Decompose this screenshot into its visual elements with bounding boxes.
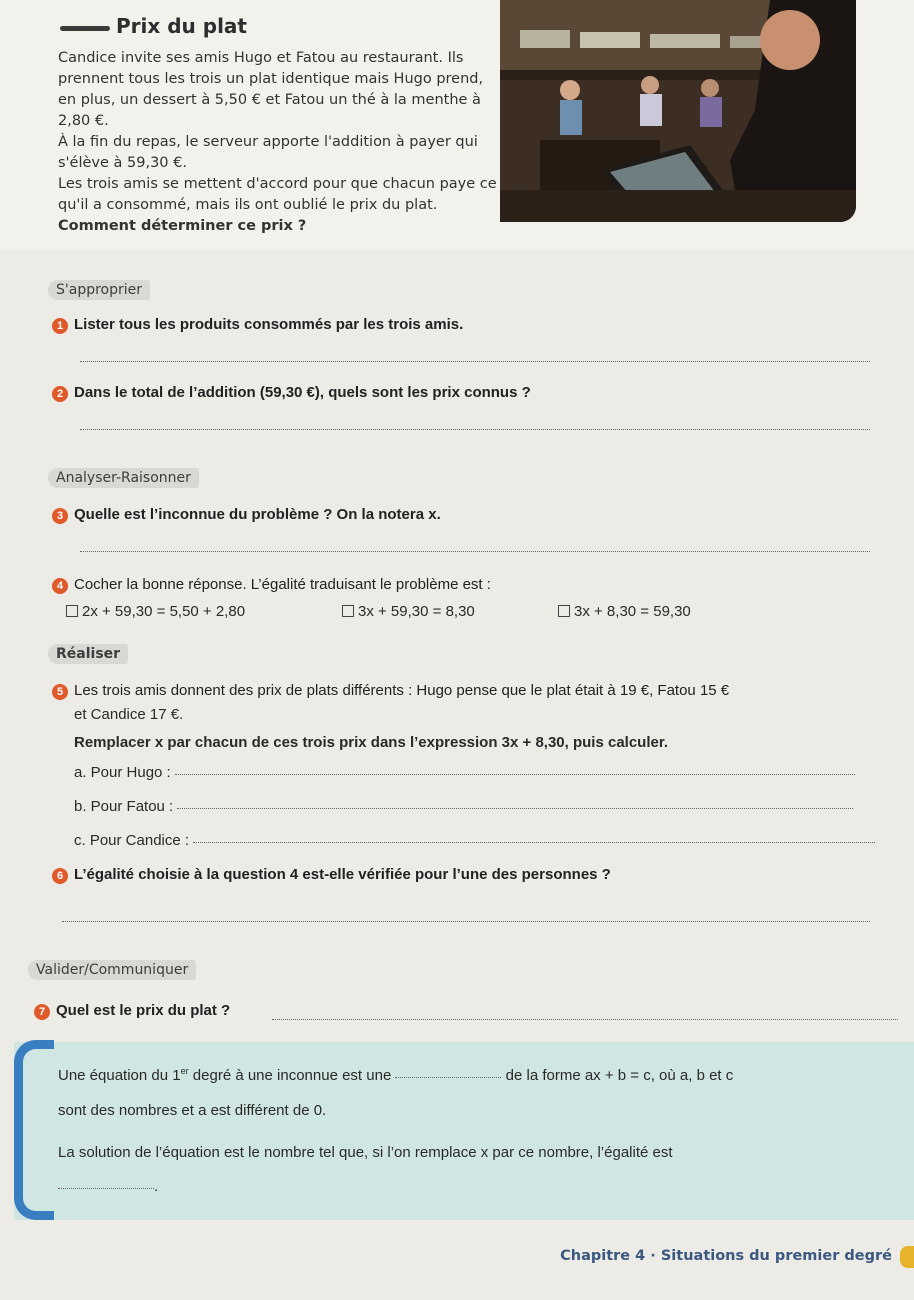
page-tab-marker (900, 1246, 914, 1268)
choice-2[interactable] (342, 603, 475, 620)
question-1-text: Lister tous les produits consommés par les trois amis. (74, 316, 464, 333)
answer-line-3[interactable] (80, 550, 870, 552)
intro-paragraph-1: Candice invite ses amis Hugo et Fatou au restaurant. Ils prennent tous les trois un plat identique mais Hugo prend, en plus, un dessert à 5,50 € et Fatou un thé à la menthe à 2,80 €. (58, 50, 484, 129)
question-2-text: Dans le total de l’addition (59,30 €), quels sont les prix connus ? (74, 384, 531, 401)
definition-blank-1[interactable] (395, 1076, 501, 1078)
definition-line-1 (58, 1066, 733, 1084)
question-5-text: Les trois amis donnent des prix de plats différents : Hugo pense que le plat était à 19 €, Fatou 15 € (74, 682, 730, 699)
question-4 (52, 576, 491, 594)
definition-line-1c: de la forme ax + b = c, où a, b et c (505, 1067, 734, 1084)
question-7-text: Quel est le prix du plat ? (56, 1002, 231, 1019)
answer-fatou-line[interactable] (177, 807, 853, 809)
restaurant-photo-image (500, 0, 856, 222)
section-tag-analyser-raisonner: Analyser-Raisonner (48, 468, 199, 488)
checkbox-1[interactable] (66, 605, 78, 617)
question-6 (52, 866, 611, 884)
answer-line-2[interactable] (80, 428, 870, 430)
question-number-2: 2 (52, 386, 68, 402)
question-number-7: 7 (34, 1004, 50, 1020)
definition-line-2: sont des nombres et a est différent de 0. (58, 1102, 327, 1119)
answer-hugo-label: a. Pour Hugo : (74, 764, 171, 781)
question-5-instruction: Remplacer x par chacun de ces trois prix dans l’expression 3x + 8,30, puis calculer. (74, 734, 669, 751)
answer-line-6[interactable] (62, 920, 870, 922)
question-2 (52, 384, 531, 402)
answer-candice-label: c. Pour Candice : (74, 832, 190, 849)
checkbox-3[interactable] (558, 605, 570, 617)
question-number-4: 4 (52, 578, 68, 594)
choice-1-text: 2x + 59,30 = 5,50 + 2,80 (82, 603, 246, 620)
section-tag-valider-communiquer: Valider/Communiquer (28, 960, 196, 980)
question-5 (52, 682, 729, 700)
intro-paragraph-2: À la fin du repas, le serveur apporte l'addition à payer qui s'élève à 59,30 €. (58, 134, 478, 171)
problem-header (0, 0, 914, 250)
answer-hugo (74, 764, 855, 781)
intro-paragraph-3: Les trois amis se mettent d'accord pour que chacun paye ce qu'il a consommé, mais ils ont oublié le prix du plat. (58, 176, 497, 213)
page-title: Prix du plat (116, 14, 247, 38)
choice-2-text: 3x + 59,30 = 8,30 (358, 603, 475, 620)
question-number-6: 6 (52, 868, 68, 884)
intro-question: Comment déterminer ce prix ? (58, 218, 307, 234)
question-6-text: L’égalité choisie à la question 4 est-elle vérifiée pour l’une des personnes ? (74, 866, 611, 883)
question-3-text: Quelle est l’inconnue du problème ? On la notera x. (74, 506, 441, 523)
section-tag-realiser: Réaliser (48, 644, 128, 664)
answer-line-1[interactable] (80, 360, 870, 362)
answer-line-7[interactable] (272, 1018, 898, 1020)
definition-sup: er (180, 1066, 189, 1076)
answer-candice (74, 832, 875, 849)
question-5-continued: et Candice 17 €. (74, 706, 184, 723)
answer-hugo-line[interactable] (175, 773, 855, 775)
answer-candice-line[interactable] (193, 841, 875, 843)
checkbox-2[interactable] (342, 605, 354, 617)
question-3 (52, 506, 441, 524)
definition-line-3: La solution de l’équation est le nombre tel que, si l’on remplace x par ce nombre, l’égalité est (58, 1144, 673, 1161)
definition-line-1b: degré à une inconnue est une (188, 1067, 392, 1084)
question-number-1: 1 (52, 318, 68, 334)
restaurant-photo (500, 0, 856, 222)
answer-fatou (74, 798, 853, 815)
problem-statement (58, 48, 498, 237)
question-number-5: 5 (52, 684, 68, 700)
choice-3-text: 3x + 8,30 = 59,30 (574, 603, 691, 620)
question-number-3: 3 (52, 508, 68, 524)
title-marker (60, 26, 110, 31)
definition-blank-2[interactable] (58, 1187, 154, 1189)
answer-fatou-label: b. Pour Fatou : (74, 798, 174, 815)
definition-line-1a: Une équation du 1 (58, 1067, 181, 1084)
question-4-text: Cocher la bonne réponse. L’égalité traduisant le problème est : (74, 576, 491, 593)
question-1 (52, 316, 463, 334)
section-tag-sapproprier: S'approprier (48, 280, 150, 300)
choice-3[interactable] (558, 603, 691, 620)
definition-line-4 (58, 1178, 158, 1195)
choice-1[interactable] (66, 603, 245, 620)
definition-line-4-end: . (154, 1178, 159, 1195)
question-7 (34, 1002, 230, 1020)
chapter-footer: Chapitre 4 · Situations du premier degré (560, 1248, 892, 1264)
definition-bracket (14, 1040, 54, 1220)
